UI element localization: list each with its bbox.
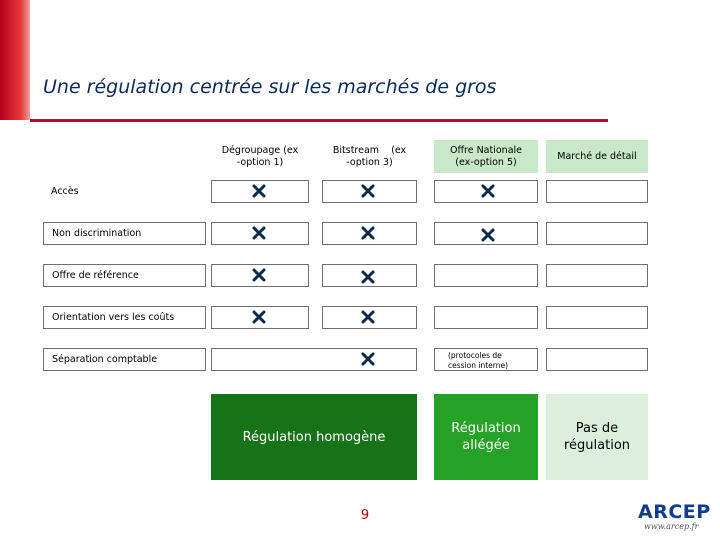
x-mark-icon (252, 268, 266, 282)
regulation-allegee-line: allégée (462, 438, 510, 453)
column-header-offre-nationale (434, 140, 538, 173)
row-label-text: Offre de référence (52, 270, 139, 281)
separation-note-line: (protocoles de (448, 351, 502, 360)
column-header-line: -option 1) (236, 157, 284, 168)
x-mark-icon (361, 270, 375, 284)
column-header-line: Marché de détail (557, 150, 637, 162)
cell-nondiscrimination-marche-detail (546, 222, 648, 245)
page-number: 9 (360, 508, 370, 523)
x-mark-icon (252, 226, 266, 240)
row-label-non-discrimination (43, 222, 206, 245)
row-label-acces (43, 181, 79, 201)
x-mark-icon (361, 310, 375, 324)
regulation-homogene-label: Régulation homogène (242, 429, 386, 445)
cell-separation-marche-detail (546, 348, 648, 371)
x-mark-icon (481, 228, 495, 242)
logo-url-text: www.arcep.fr (644, 522, 699, 531)
row-label-text: Orientation vers les coûts (52, 312, 175, 323)
column-header-line: Bitstream (ex (332, 145, 407, 156)
row-label-text: Accès (51, 185, 79, 197)
column-header-line: Dégroupage (ex (221, 145, 299, 156)
column-header-line: Offre Nationale (449, 145, 522, 156)
row-label-orientation-couts (43, 306, 206, 329)
x-mark-icon (481, 184, 495, 198)
cell-orientation-marche-detail (546, 306, 648, 329)
title-underline (30, 119, 608, 122)
column-header-line: (ex-option 5) (455, 157, 517, 168)
x-mark-icon (252, 310, 266, 324)
cell-offre-reference-offre-nationale (434, 264, 538, 287)
logo-main-text: ARCEP (638, 501, 711, 523)
pas-de-regulation-line: régulation (563, 438, 631, 453)
column-header-degroupage (211, 145, 309, 169)
row-label-text: Séparation comptable (52, 354, 158, 365)
pas-de-regulation-line: Pas de (575, 421, 619, 436)
row-label-text: Non discrimination (52, 228, 142, 239)
regulation-allegee-line: Régulation (451, 421, 521, 436)
row-label-offre-reference (43, 264, 206, 287)
x-mark-icon (361, 352, 375, 366)
cell-offre-reference-marche-detail (546, 264, 648, 287)
regulation-homogene-box (211, 394, 417, 480)
column-header-bitstream (322, 145, 417, 169)
x-mark-icon (361, 184, 375, 198)
x-mark-icon (361, 226, 375, 240)
regulation-allegee-box (434, 394, 538, 480)
column-header-marche-detail (546, 140, 648, 173)
cell-acces-marche-detail (546, 180, 648, 203)
cell-separation-degroupage-bitstream (211, 348, 417, 371)
cell-separation-offre-nationale (434, 348, 538, 371)
separation-note-line: cession interne) (448, 361, 508, 370)
x-mark-icon (252, 184, 266, 198)
pas-de-regulation-box (546, 394, 648, 480)
corner-decoration (0, 0, 30, 120)
row-label-separation-comptable (43, 348, 206, 371)
slide-title: Une régulation centrée sur les marchés de gros (43, 76, 497, 98)
column-header-line: -option 3) (346, 157, 393, 168)
cell-orientation-offre-nationale (434, 306, 538, 329)
arcep-logo (638, 502, 713, 538)
